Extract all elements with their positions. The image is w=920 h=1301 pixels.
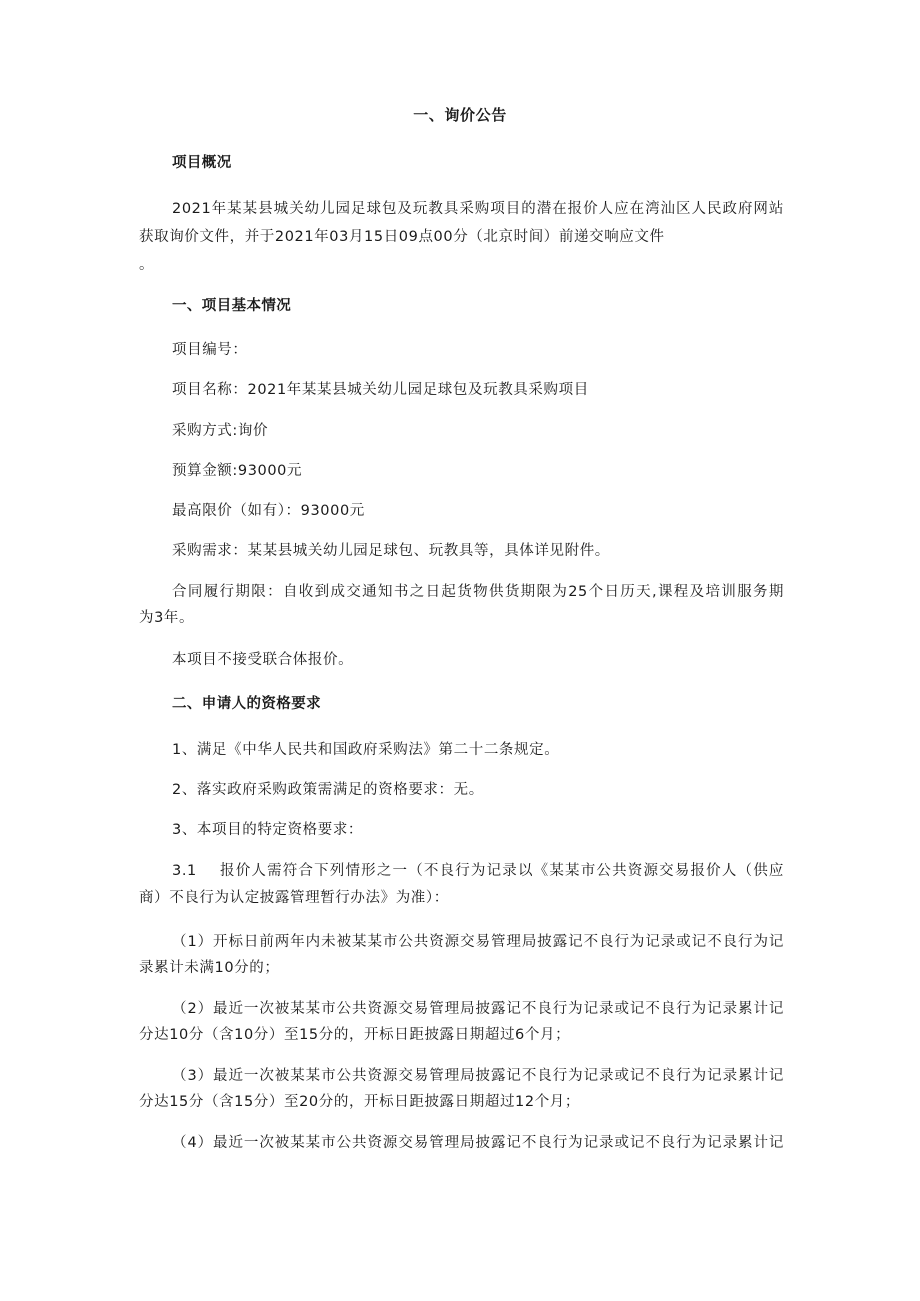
condition-item-line: （1）开标日前两年内未被某某市公共资源交易管理局披露记不良行为记录或记不良行为记 [172,934,784,950]
condition-item-line: 分达15分（含15分）至20分的，开标日距披露日期超过12个月； [139,1094,581,1110]
budget-amount: 预算金额:93000元 [172,463,303,479]
requirement-item: 3、本项目的特定资格要求： [172,822,364,838]
condition-item-line: （4）最近一次被某某市公共资源交易管理局披露记不良行为记录或记不良行为记录累计记 [172,1135,784,1151]
overview-heading: 项目概况 [172,155,232,171]
no-consortium-note: 本项目不接受联合体报价。 [172,652,354,668]
overview-paragraph-line: 2021年某某县城关幼儿园足球包及玩教具采购项目的潜在报价人应在湾汕区人民政府网站 [172,201,784,217]
page-title: 一、询价公告 [413,106,507,124]
requirement-item: 1、满足《中华人民共和国政府采购法》第二十二条规定。 [172,742,560,758]
requirement-3-1-line: 3.1 报价人需符合下列情形之一（不良行为记录以《某某市公共资源交易报价人（供应 [172,863,784,879]
project-name: 项目名称：2021年某某县城关幼儿园足球包及玩教具采购项目 [172,382,589,398]
procurement-need: 采购需求：某某县城关幼儿园足球包、玩教具等，具体详见附件。 [172,543,610,559]
overview-paragraph-line: 。 [139,257,155,273]
condition-item-line: （2）最近一次被某某市公共资源交易管理局披露记不良行为记录或记不良行为记录累计记 [172,1001,784,1017]
requirement-item: 2、落实政府采购政策需满足的资格要求：无。 [172,782,484,798]
condition-item-line: 分达10分（含10分）至15分的，开标日距披露日期超过6个月； [139,1027,571,1043]
overview-paragraph-line: 获取询价文件，并于2021年03月15日09点00分（北京时间）前递交响应文件 [139,229,665,245]
contract-period-line: 为3年。 [139,610,195,626]
condition-item-line: 录累计未满10分的； [139,960,280,976]
contract-period-line: 合同履行期限：自收到成交通知书之日起货物供货期限为25个日历天,课程及培训服务期 [172,584,784,600]
procurement-method: 采购方式:询价 [172,423,269,439]
requirement-3-1-line: 商）不良行为认定披露管理暂行办法》为准）： [139,890,449,906]
project-number: 项目编号： [172,342,248,358]
condition-item-line: （3）最近一次被某某市公共资源交易管理局披露记不良行为记录或记不良行为记录累计记 [172,1068,784,1084]
section-heading-basic-info: 一、项目基本情况 [172,298,292,314]
section-heading-qualifications: 二、申请人的资格要求 [172,696,321,712]
max-price: 最高限价（如有）：93000元 [172,503,365,519]
